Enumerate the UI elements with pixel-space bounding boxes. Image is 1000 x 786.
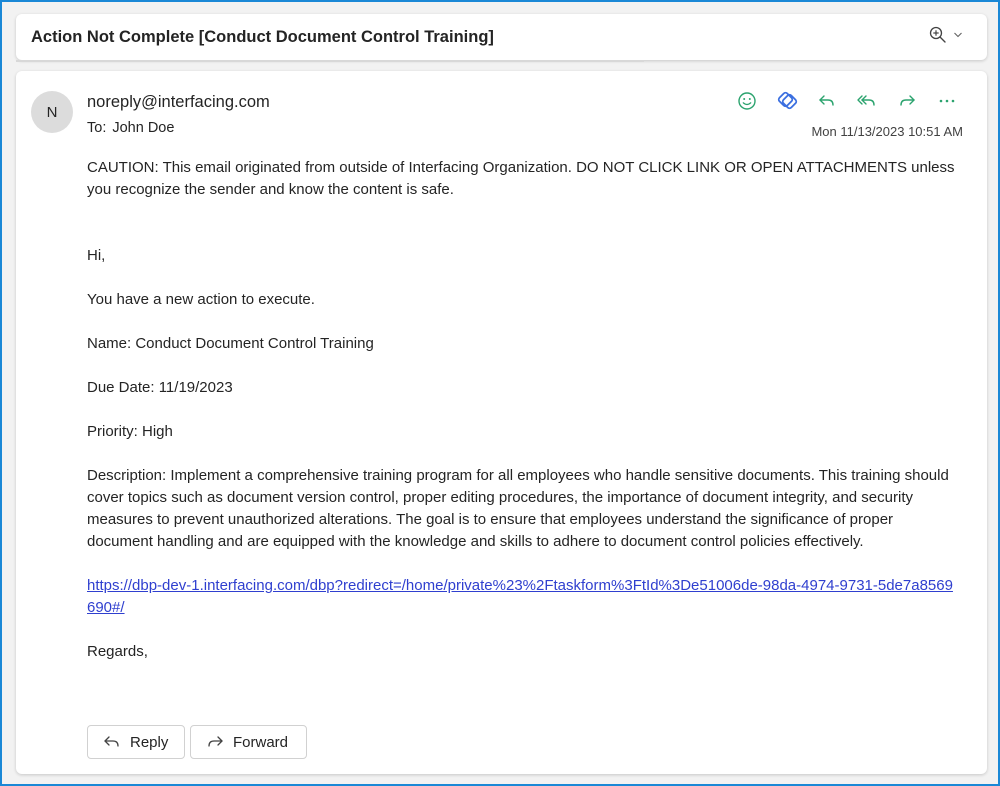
recipient-name[interactable]: John Doe [112,120,175,136]
footer-actions [87,725,307,759]
more-icon [938,98,956,104]
reply-all-button[interactable] [849,87,885,115]
reply-label: Reply [130,733,169,751]
action-name: Name: Conduct Document Control Training [87,335,374,352]
priority: Priority: High [87,423,173,440]
emoji-icon [737,91,757,111]
description: Description: Implement a comprehensive training program for all employees who handle sensitive documents. This training should cover topics such as document version control, proper editing procedures, the importance of document integrity, and security measures to prevent unauthorized alterations. The goal is to ensure that employees understand the significance of proper document handling and are equipped with the knowledge and skills to adhere to document control policies effectively. [87,467,949,550]
react-button[interactable] [729,87,765,115]
forward-button[interactable] [889,87,925,115]
forward-icon [205,733,225,751]
more-actions-button[interactable] [929,87,965,115]
sender-address[interactable]: noreply@interfacing.com [87,93,270,111]
zoom-in-icon [929,26,947,44]
loop-icon [776,91,798,111]
message-body [87,157,957,663]
reply-button[interactable] [809,87,845,115]
loading-track [16,60,644,62]
closing: Regards, [87,643,148,660]
forward-icon [897,92,917,110]
reply-all-icon [856,92,878,110]
message-actions [729,87,965,115]
reply-icon [102,733,122,751]
recipient-line [87,120,174,136]
subject-title: Action Not Complete [Conduct Document Control Training] [31,28,494,46]
message-timestamp: Mon 11/13/2023 10:51 AM [811,124,963,139]
footer-reply-button[interactable] [87,725,185,759]
forward-label: Forward [233,733,289,751]
message-card [16,71,987,774]
subject-bar [16,14,987,60]
due-date: Due Date: 11/19/2023 [87,379,233,396]
intro-text: You have a new action to execute. [87,291,315,308]
caution-banner: CAUTION: This email originated from outside of Interfacing Organization. DO NOT CLICK LINK OR OPEN ATTACHMENTS unless you recognize the sender and know the content is safe. [87,159,955,198]
footer-forward-button[interactable] [190,725,307,759]
greeting: Hi, [87,247,106,264]
avatar[interactable]: N [31,91,73,133]
task-link[interactable]: https://dbp-dev-1.interfacing.com/dbp?redirect=/home/private%23%2Ftaskform%3FtId%3De51006de-98da-4974-9731-5de7a8569690#/ [87,577,953,616]
chevron-down-icon [953,31,963,39]
zoom-button[interactable] [929,26,963,44]
to-label: To: [87,120,107,136]
reply-icon [817,92,837,110]
loop-button[interactable] [769,87,805,115]
